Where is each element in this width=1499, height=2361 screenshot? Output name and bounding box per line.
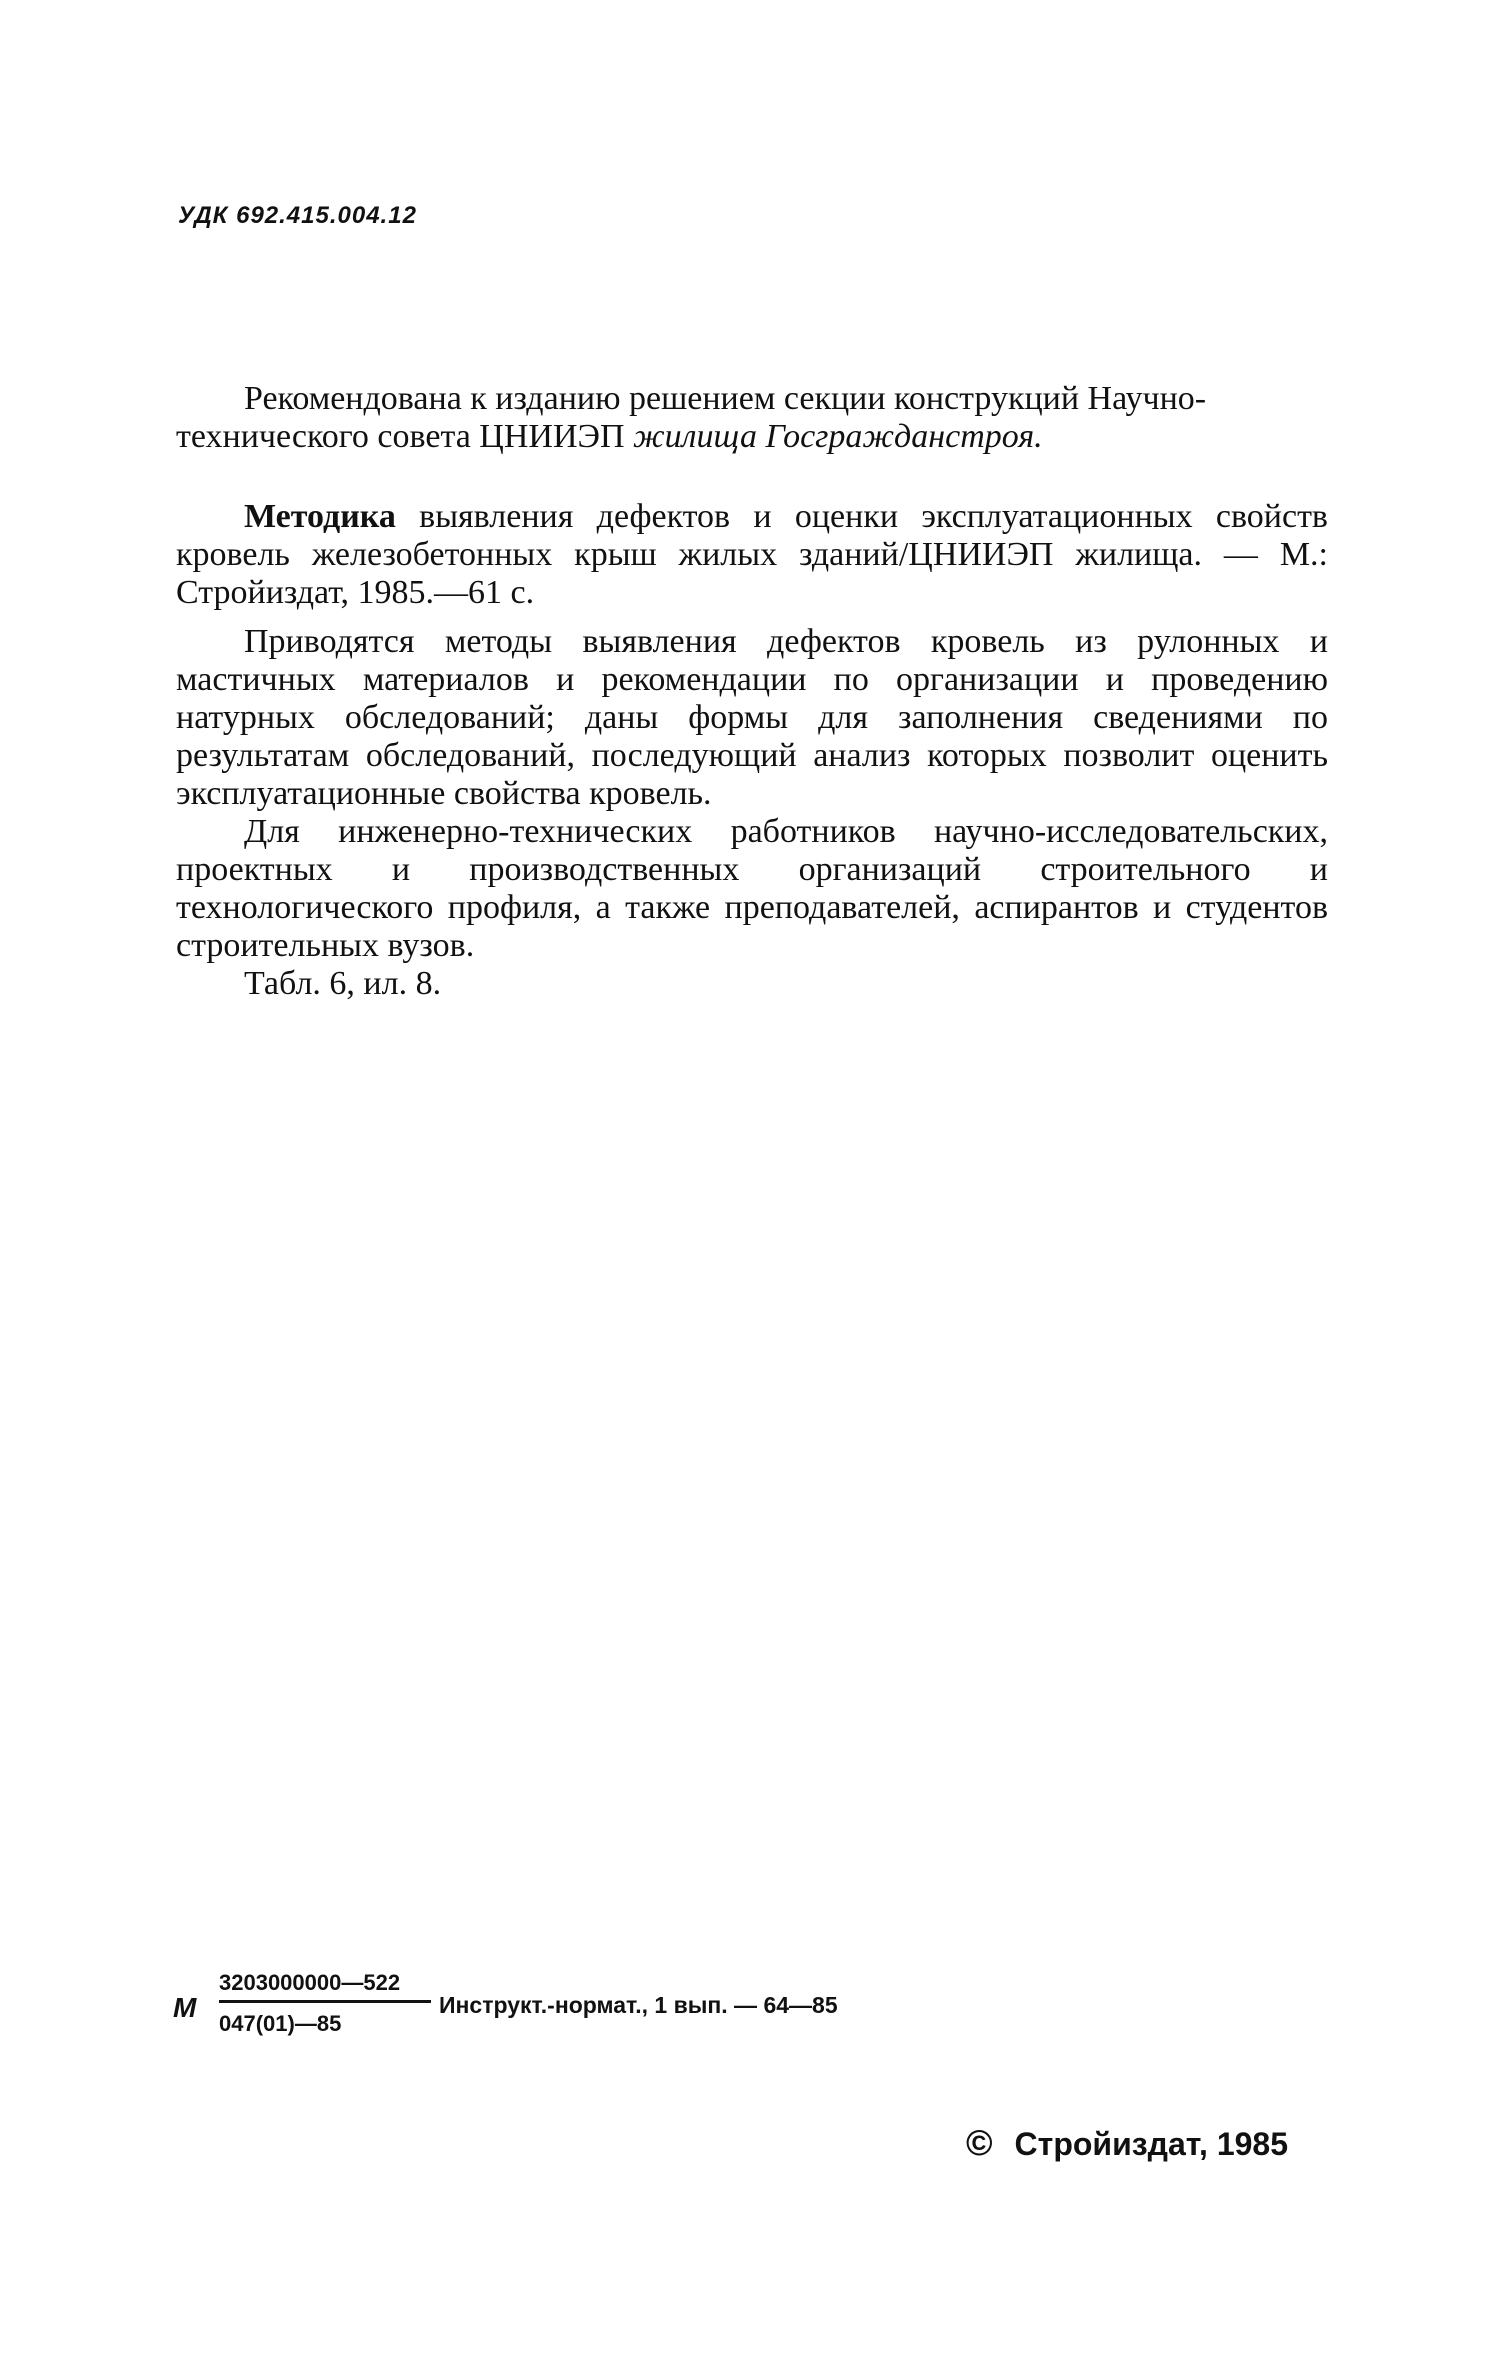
copyright-line [966,2122,1288,2164]
bibliographic-rest: выявления дефектов и оценки эксплуатационных свойств кровель железобетонных крыш жилых зданий/ЦНИИЭП жилища. — М.: Стройиздат, 1985.—61 с. [176,498,1328,611]
imprint-fraction-bar [219,2000,431,2003]
abstract [176,623,1328,1003]
recommendation-note [176,380,1328,456]
tables-illustrations-count: Табл. 6, ил. 8. [244,965,442,1002]
bibliographic-description [176,498,1328,612]
recommendation-line-2-plain: технического совета ЦНИИЭП [176,418,634,455]
bibliographic-entry [176,498,1328,612]
udk-code: УДК 692.415.004.12 [178,202,417,229]
copyright-icon: © [966,2122,993,2163]
abstract-paragraph-2: Для инженерно-технических работников научно-исследовательских, проектных и производственных организаций строительного и технологического профиля, а также преподавателей, аспирантов и студентов строительных вузов. [176,813,1328,964]
imprint-letter: М [173,1992,197,2023]
recommendation-line-1: Рекомендована к изданию решением секции конструкций Научно- [244,380,1207,417]
imprint-numerator: 3203000000—522 [219,1970,401,1995]
recommendation-line-2 [176,418,1328,456]
imprint-denominator: 047(01)—85 [219,2011,342,2036]
copyright-text: Стройиздат, 1985 [1014,2126,1288,2162]
imprint-note: Инструкт.-нормат., 1 вып. — 64—85 [439,1992,838,2018]
imprint-fraction [219,1968,439,2039]
abstract-paragraph-1: Приводятся методы выявления дефектов кровель из рулонных и мастичных материалов и рекомендации по организации и проведению натурных обследований; даны формы для заполнения сведениями по результатам обследований, последующий анализ которых позволит оценить эксплуатационные свойства кровель. [176,623,1328,812]
bibliographic-title-word: Методика [244,498,396,535]
recommendation-line-2-italic: жилища Госгражданстроя. [633,418,1043,455]
